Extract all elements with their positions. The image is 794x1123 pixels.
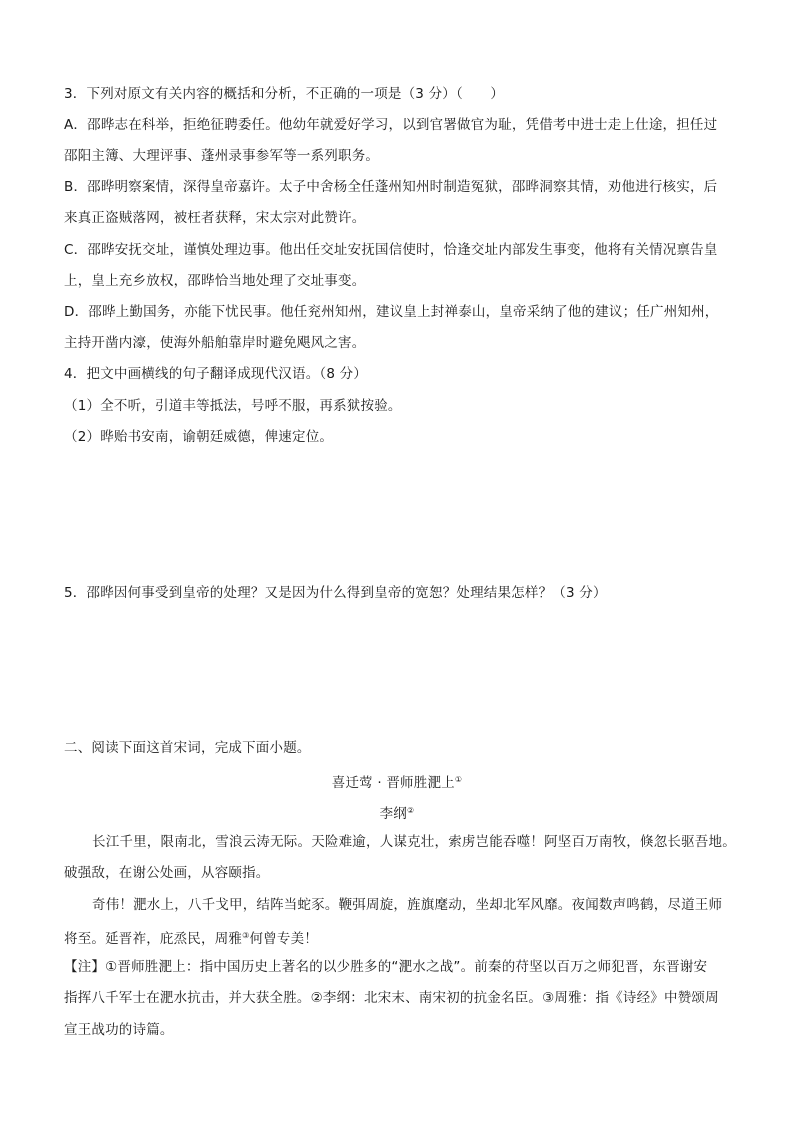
poem-title: 喜迁莺 · 晋师胜淝上① bbox=[331, 775, 463, 791]
question-4-sentence-2: （2）晔贻书安南，谕朝廷威德，俾速定位。 bbox=[64, 429, 334, 445]
poem-line-4: 将至。延晋祚，庇烝民，周雅③何曾专美！ bbox=[64, 931, 318, 947]
poem-line-2: 破强敌，在谢公处画，从容颐指。 bbox=[64, 865, 270, 881]
section-2-heading: 二、阅读下面这首宋词，完成下面小题。 bbox=[64, 740, 311, 756]
option-d-line-1: D．邵晔上勤国务，亦能下忧民事。他任兖州知州，建议皇上封禅泰山，皇帝采纳了他的建议；任广州知州， bbox=[64, 304, 719, 320]
option-d-line-2: 主持开凿内濠，使海外船舶靠岸时避免飓风之害。 bbox=[64, 335, 366, 351]
question-3-stem: 3．下列对原文有关内容的概括和分析，不正确的一项是（3 分）（ ） bbox=[64, 86, 505, 102]
annotation-line-2: 指挥八千军士在淝水抗击，并大获全胜。②李纲：北宋末、南宋初的抗金名臣。③周雅：指《诗经》中赞颂周 bbox=[64, 990, 719, 1006]
question-5-stem: 5．邵晔因何事受到皇帝的处理？又是因为什么得到皇帝的宽恕？处理结果怎样？（3 分） bbox=[64, 585, 607, 601]
poem-line-3: 奇伟！淝水上，八千戈甲，结阵当蛇豕。鞭弭周旋，旌旗麾动，坐却北军风靡。夜闻数声鸣鹤，尽道王师 bbox=[92, 897, 723, 913]
annotation-line-3: 宣王战功的诗篇。 bbox=[64, 1022, 174, 1038]
option-c-line-2: 上，皇上充乡放权，邵晔恰当地处理了交址事变。 bbox=[64, 273, 366, 289]
poem-author: 李纲② bbox=[379, 806, 415, 822]
footnote-marker: ③ bbox=[242, 931, 250, 940]
question-4-stem: 4．把文中画横线的句子翻译成现代汉语。（8 分） bbox=[64, 366, 368, 382]
option-a-line-1: A．邵晔志在科举，拒绝征聘委任。他幼年就爱好学习，以到官署做官为耻，凭借考中进士走上仕途，担任过 bbox=[64, 117, 718, 133]
footnote-marker: ② bbox=[407, 806, 415, 815]
option-b-line-2: 来真正盗贼落网，被枉者获释，宋太宗对此赞许。 bbox=[64, 210, 366, 226]
option-c-line-1: C．邵晔安抚交址，谨慎处理边事。他出任交址安抚国信使时，恰逢交址内部发生事变，他将有关情况禀告皇 bbox=[64, 242, 718, 258]
footnote-marker: ① bbox=[454, 775, 463, 784]
question-4-sentence-1: （1）全不听，引道丰等抵法，号呼不服，再系狱按验。 bbox=[64, 398, 402, 414]
poem-line-1: 长江千里，限南北，雪浪云涛无际。天险难逾，人谋克壮，索虏岂能吞噬！阿坚百万南牧，倏忽长驱吾地。 bbox=[92, 834, 736, 850]
option-b-line-1: B．邵晔明察案情，深得皇帝嘉许。太子中舍杨全任蓬州知州时制造冤狱，邵晔洞察其情，劝他进行核实，后 bbox=[64, 179, 718, 195]
annotation-line-1: 【注】①晋师胜淝上：指中国历史上著名的以少胜多的“淝水之战”。前秦的苻坚以百万之师犯晋，东晋谢安 bbox=[64, 959, 708, 975]
option-a-line-2: 邵阳主簿、大理评事、蓬州录事参军等一系列职务。 bbox=[64, 148, 380, 164]
